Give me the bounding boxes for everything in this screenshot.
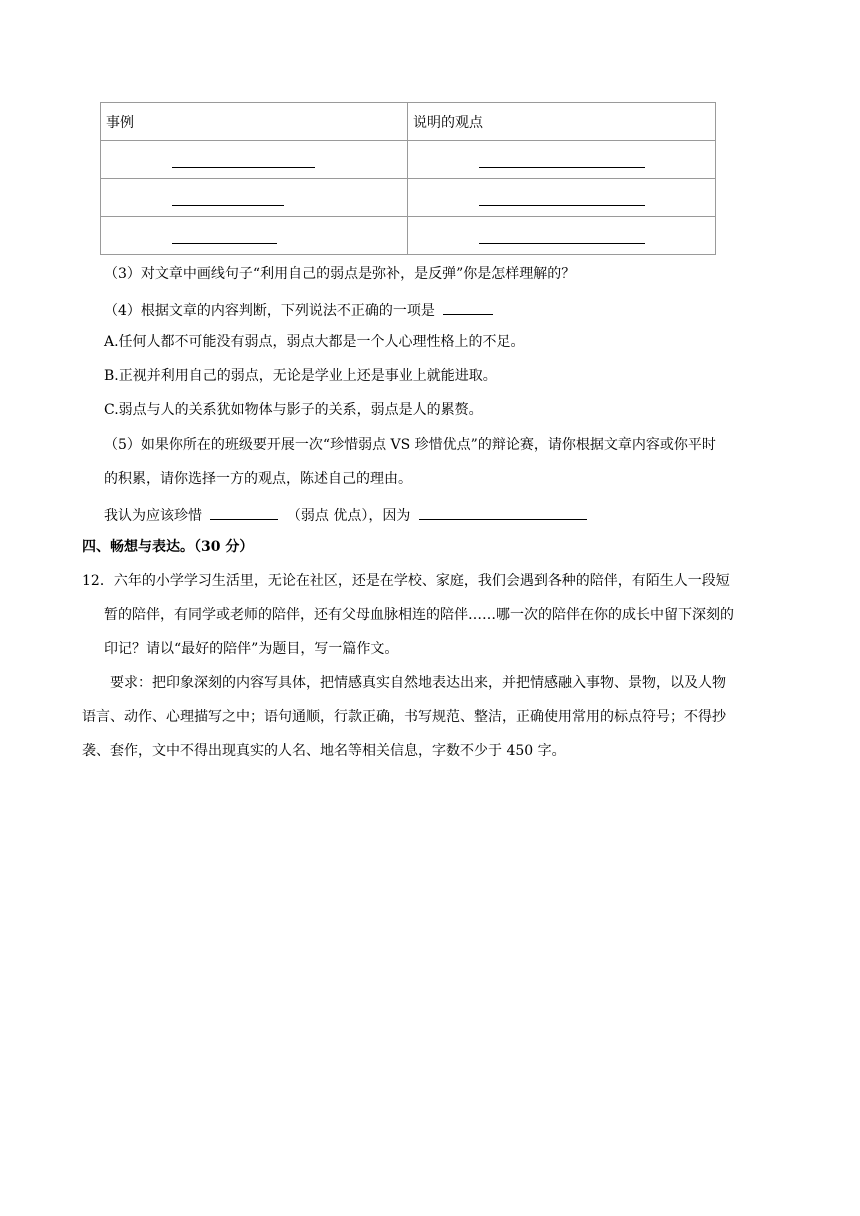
answer-blank[interactable] <box>479 191 645 206</box>
answer-prefix: 我认为应该珍惜 <box>104 508 202 524</box>
question-12-line1: 12．六年的小学学习生活里，无论在社区，还是在学校、家庭，我们会遇到各种的陪伴，有陌生人一段短 <box>82 573 730 589</box>
question-12-line2: 暂的陪伴，有同学或老师的陪伴，还有父母血脉相连的陪伴……哪一次的陪伴在你的成长中留下深刻的 <box>104 607 734 623</box>
table-header-row <box>101 103 716 141</box>
table-row <box>101 217 716 255</box>
table-header-example: 事例 <box>101 103 408 141</box>
option-a: A.任何人都不可能没有弱点，弱点大都是一个人心理性格上的不足。 <box>104 334 525 350</box>
table-cell <box>101 217 408 255</box>
section-4-title: 四、畅想与表达。（30 分） <box>82 539 254 555</box>
table-header-viewpoint: 说明的观点 <box>408 103 716 141</box>
answer-blank[interactable] <box>479 229 645 244</box>
table-cell <box>408 141 716 179</box>
table-cell <box>101 179 408 217</box>
requirement-line1: 要求：把印象深刻的内容写具体，把情感真实自然地表达出来，并把情感融入事物、景物，以及人物 <box>110 675 726 691</box>
option-b: B.正视并利用自己的弱点，无论是学业上还是事业上就能进取。 <box>104 368 497 384</box>
answer-blank[interactable] <box>210 503 278 520</box>
question-4 <box>104 298 497 321</box>
question-5-line1: （5）如果你所在的班级要开展一次“珍惜弱点 VS 珍惜优点”的辩论赛，请你根据文章内容或你平时 <box>104 437 716 453</box>
answer-blank[interactable] <box>443 298 493 315</box>
option-c: C.弱点与人的关系犹如物体与影子的关系，弱点是人的累赘。 <box>104 402 483 418</box>
table-cell <box>408 217 716 255</box>
table-row <box>101 179 716 217</box>
answer-blank[interactable] <box>479 153 645 168</box>
question-5-line2: 的积累，请你选择一方的观点，陈述自己的理由。 <box>104 471 412 487</box>
requirement-line2: 语言、动作、心理描写之中；语句通顺，行款正确，书写规范、整洁，正确使用常用的标点符号；不得抄 <box>82 709 726 725</box>
table-cell <box>101 141 408 179</box>
question-3: （3）对文章中画线句子“利用自己的弱点是弥补，是反弹”你是怎样理解的？ <box>104 266 576 282</box>
table-row <box>101 141 716 179</box>
question-4-stem: （4）根据文章的内容判断，下列说法不正确的一项是 <box>104 303 435 319</box>
question-12-line3: 印记？请以“最好的陪伴”为题目，写一篇作文。 <box>104 641 399 657</box>
question-5-answer <box>104 503 591 526</box>
requirement-line3: 袭、套作，文中不得出现真实的人名、地名等相关信息，字数不少于 450 字。 <box>82 743 566 759</box>
answer-blank[interactable] <box>172 229 277 244</box>
answer-blank[interactable] <box>172 153 315 168</box>
answer-blank[interactable] <box>419 503 587 520</box>
answer-mid: （弱点 优点），因为 <box>286 508 411 524</box>
table-cell <box>408 179 716 217</box>
answer-blank[interactable] <box>172 191 284 206</box>
example-viewpoint-table <box>100 102 716 255</box>
